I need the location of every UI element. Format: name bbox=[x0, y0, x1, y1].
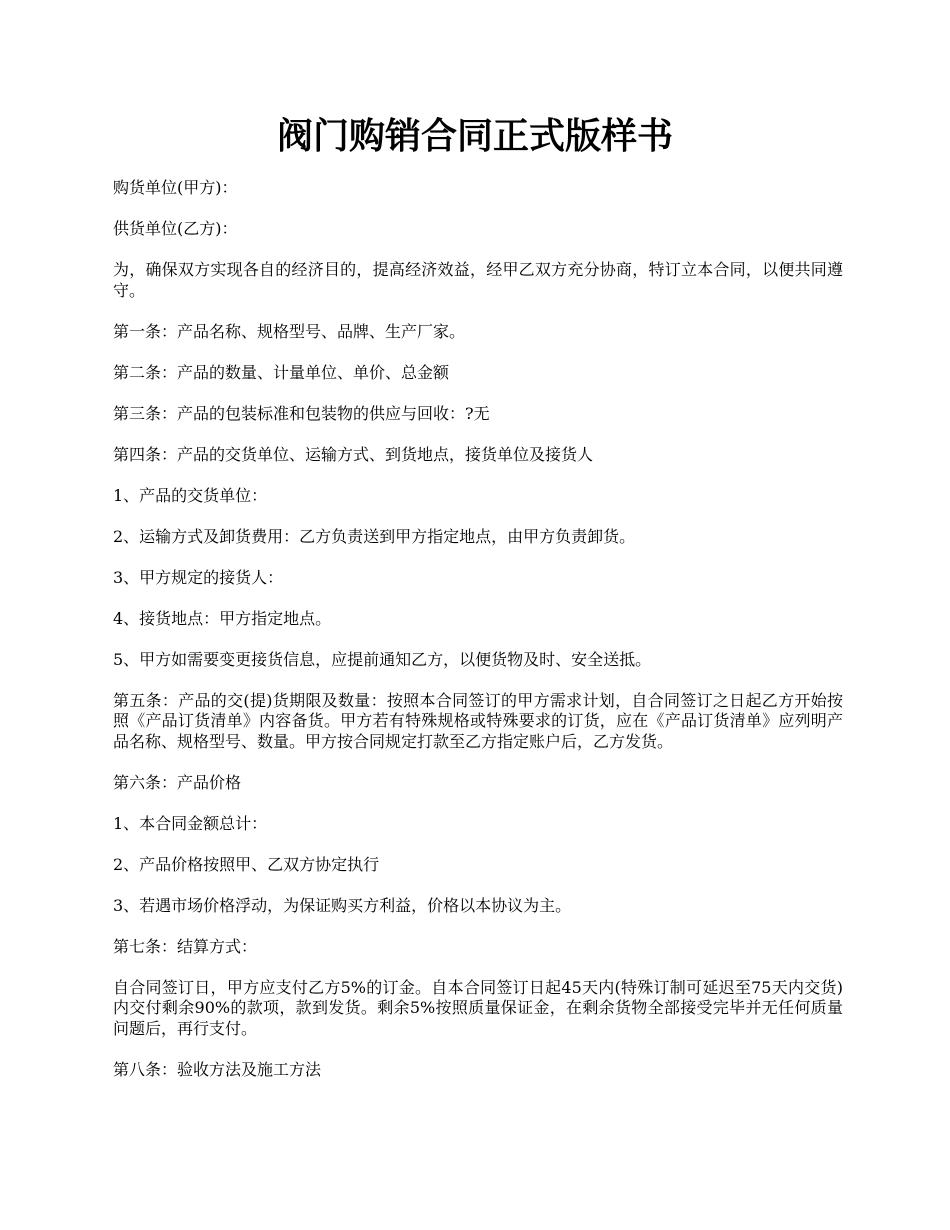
paragraph-article-6-item-2: 2、产品价格按照甲、乙双方协定执行 bbox=[113, 854, 380, 874]
paragraph-article-4-item-4: 4、接货地点：甲方指定地点。 bbox=[113, 608, 332, 628]
paragraph-article-5: 第五条：产品的交(提)货期限及数量：按照本合同签订的甲方需求计划，自合同签订之日起乙方开始按照《产品订货清单》内容备货。甲方若有特殊规格或特殊要求的订货，应在《产品订货清单》应列明产品名称、规格型号、数量。甲方按合同规定打款至乙方指定账户后，乙方发货。 bbox=[113, 690, 843, 751]
paragraph-article-4-item-2: 2、运输方式及卸货费用：乙方负责送到甲方指定地点，由甲方负责卸货。 bbox=[113, 526, 636, 546]
paragraph-article-6-item-1: 1、本合同金额总计： bbox=[113, 813, 268, 833]
paragraph-article-8: 第八条：验收方法及施工方法 bbox=[113, 1059, 322, 1079]
paragraph-article-4: 第四条：产品的交货单位、运输方式、到货地点，接货单位及接货人 bbox=[113, 444, 594, 464]
paragraph-article-6-item-3: 3、若遇市场价格浮动，为保证购买方利益，价格以本协议为主。 bbox=[113, 895, 572, 915]
paragraph-article-4-item-3: 3、甲方规定的接货人： bbox=[113, 567, 284, 587]
paragraph-article-4-item-1: 1、产品的交货单位： bbox=[113, 485, 268, 505]
paragraph-article-7-detail: 自合同签订日，甲方应支付乙方5%的订金。自本合同签订日起45天内(特殊订制可延迟至75天内交货)内交付剩余90%的款项，款到发货。剩余5%按照质量保证金，在剩余货物全部接受完毕并无任何质量问题后，再行支付。 bbox=[113, 977, 843, 1038]
document-title: 阀门购销合同正式版样书 bbox=[276, 115, 673, 157]
paragraph-article-1: 第一条：产品名称、规格型号、品牌、生产厂家。 bbox=[113, 321, 466, 341]
paragraph-article-3: 第三条：产品的包装标准和包装物的供应与回收：?无 bbox=[113, 403, 490, 423]
paragraph-article-2: 第二条：产品的数量、计量单位、单价、总金额 bbox=[113, 362, 450, 382]
document-body bbox=[113, 178, 843, 1101]
paragraph-article-6: 第六条：产品价格 bbox=[113, 772, 242, 792]
paragraph-article-4-item-5: 5、甲方如需要变更接货信息，应提前通知乙方，以便货物及时、安全送抵。 bbox=[113, 649, 652, 669]
paragraph-preamble: 为，确保双方实现各自的经济目的，提高经济效益，经甲乙双方充分协商，特订立本合同，以便共同遵守。 bbox=[113, 260, 843, 300]
paragraph-article-7: 第七条：结算方式： bbox=[113, 936, 258, 956]
paragraph-buyer: 购货单位(甲方)： bbox=[113, 178, 238, 197]
paragraph-supplier: 供货单位(乙方)： bbox=[113, 219, 238, 238]
